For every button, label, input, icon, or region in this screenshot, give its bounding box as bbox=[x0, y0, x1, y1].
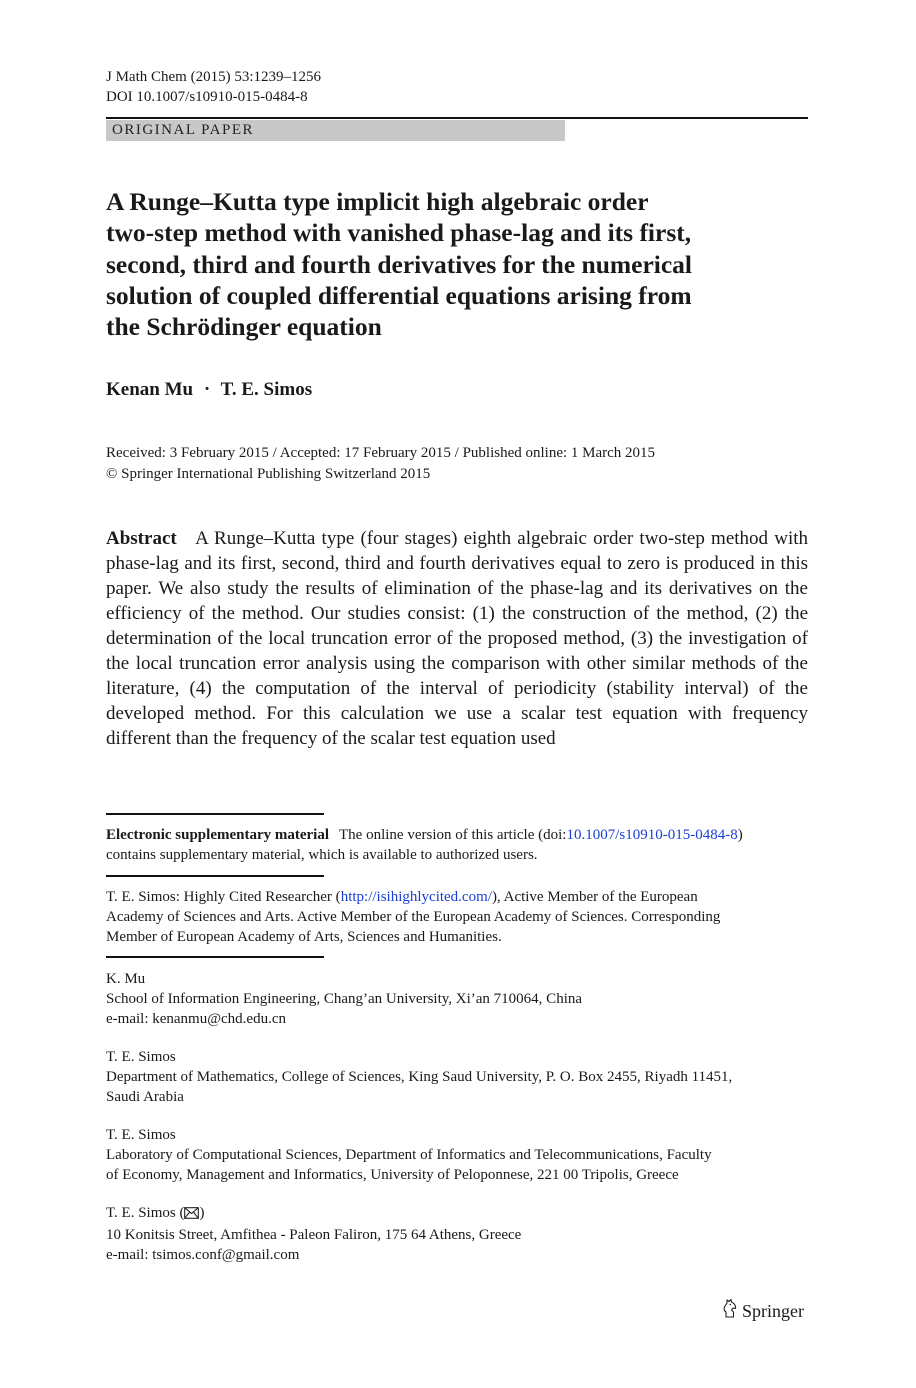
affiliation-block bbox=[106, 1203, 808, 1265]
affiliation-line: Saudi Arabia bbox=[106, 1089, 184, 1105]
title-line: two-step method with vanished phase-lag and its first, bbox=[106, 218, 692, 248]
title-line: solution of coupled differential equations arising from bbox=[106, 280, 692, 310]
affiliation-rule bbox=[106, 956, 324, 958]
esm-text-line2: contains supplementary material, which is available to authorized users. bbox=[106, 847, 538, 863]
esm-text: The online version of this article (doi: bbox=[339, 827, 567, 843]
abstract-text: A Runge–Kutta type (four stages) eighth algebraic order two-step method with phase-lag and its first, second, third and fourth derivatives equal to zero is produced in this paper. We also study the results of elimination of the phase-lag and its derivatives on the efficiency of the method. Our studies consist: (1) the construction of the method, (2) the determination of the local truncation error of the proposed method, (3) the investigation of the local truncation error analysis using the comparison with other similar methods of the literature, (4) the computation of the interval of periodicity (stability interval) of the developed method. For this calculation we use a scalar test equation with frequency different than the frequency of the scalar test equation used bbox=[106, 528, 809, 749]
title-line: A Runge–Kutta type implicit high algebraic order bbox=[106, 187, 649, 216]
publisher-name: Springer bbox=[742, 1301, 804, 1321]
affiliation-name: T. E. Simos ( bbox=[106, 1205, 185, 1221]
affiliation-line: Department of Mathematics, College of Sciences, King Saud University, P. O. Box 2455, Riyadh 11451, bbox=[106, 1069, 733, 1085]
esm-doi-link[interactable]: 10.1007/s10910-015-0484-8 bbox=[566, 827, 738, 843]
history-dates: Received: 3 February 2015 / Accepted: 17 February 2015 / Published online: 1 March 2015 bbox=[106, 445, 656, 461]
copyright-notice: © Springer International Publishing Switzerland 2015 bbox=[106, 465, 431, 482]
springer-knight-icon bbox=[722, 1298, 738, 1324]
affiliation-email: e-mail: tsimos.conf@gmail.com bbox=[106, 1247, 300, 1263]
publication-history bbox=[106, 443, 655, 484]
author-name: Kenan Mu bbox=[106, 379, 194, 400]
esm-heading: Electronic supplementary material bbox=[106, 827, 330, 843]
footnote-rule bbox=[106, 875, 324, 877]
esm-footnote bbox=[106, 825, 808, 865]
highlycited-link[interactable]: http://isihighlycited.com/ bbox=[340, 889, 492, 905]
author-list bbox=[106, 377, 312, 403]
affiliation-block bbox=[106, 969, 808, 1029]
affiliation-name: T. E. Simos bbox=[106, 1127, 176, 1143]
simos-text-line2: Academy of Sciences and Arts. Active Member of the European Academy of Sciences. Corresponding bbox=[106, 909, 721, 925]
title-line: the Schrödinger equation bbox=[106, 312, 382, 342]
abstract-heading: Abstract bbox=[106, 528, 177, 549]
affiliation-line: of Economy, Management and Informatics, University of Peloponnese, 221 00 Tripolis, Greece bbox=[106, 1167, 679, 1183]
publisher-logo bbox=[722, 1298, 804, 1324]
author-separator: · bbox=[203, 379, 211, 400]
affiliation-email: e-mail: kenanmu@chd.edu.cn bbox=[106, 1011, 286, 1027]
journal-doi: DOI 10.1007/s10910-015-0484-8 bbox=[106, 89, 308, 105]
section-label: ORIGINAL PAPER bbox=[112, 122, 254, 138]
author-name: T. E. Simos bbox=[220, 379, 313, 400]
affiliation-block bbox=[106, 1047, 808, 1107]
title-line: second, third and fourth derivatives for the numerical bbox=[106, 249, 693, 279]
affiliation-line: School of Information Engineering, Chang’an University, Xi’an 710064, China bbox=[106, 991, 583, 1007]
affiliation-block bbox=[106, 1125, 808, 1185]
simos-text-line3: Member of European Academy of Arts, Sciences and Humanities. bbox=[106, 929, 502, 945]
envelope-icon bbox=[184, 1205, 199, 1225]
simos-footnote bbox=[106, 887, 808, 947]
affiliation-line: Laboratory of Computational Sciences, Department of Informatics and Telecommunications, Faculty bbox=[106, 1147, 712, 1163]
header-rule bbox=[106, 117, 808, 119]
simos-text-after: ), Active Member of the European bbox=[491, 889, 698, 905]
abstract bbox=[106, 526, 808, 751]
affiliation-name-close: ) bbox=[199, 1205, 205, 1221]
footnote-rule bbox=[106, 813, 324, 815]
affiliation-line: 10 Konitsis Street, Amfithea - Paleon Faliron, 175 64 Athens, Greece bbox=[106, 1227, 522, 1243]
journal-citation: J Math Chem (2015) 53:1239–1256 bbox=[106, 69, 321, 85]
affiliation-name: K. Mu bbox=[106, 971, 146, 987]
simos-text: T. E. Simos: Highly Cited Researcher ( bbox=[106, 889, 341, 905]
esm-text-close: ) bbox=[737, 827, 743, 843]
journal-header bbox=[106, 67, 321, 107]
affiliation-name: T. E. Simos bbox=[106, 1049, 176, 1065]
paper-title bbox=[106, 186, 796, 342]
